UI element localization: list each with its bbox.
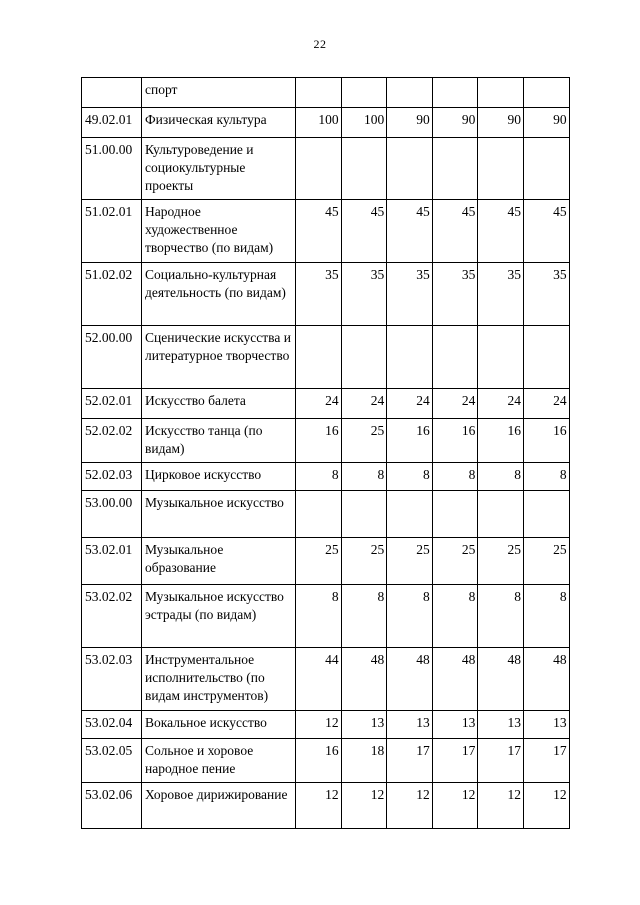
value-cell-1 <box>296 326 342 389</box>
table-row <box>82 78 570 108</box>
value-cell-2 <box>341 326 387 389</box>
specialty-name-cell: Музыкальное образование <box>142 538 296 585</box>
specialty-code-cell: 51.02.01 <box>82 200 142 263</box>
value-cell-5 <box>478 491 524 538</box>
value-cell-3: 24 <box>387 389 433 419</box>
value-cell-5: 90 <box>478 108 524 138</box>
table-row <box>82 711 570 739</box>
specialty-code-cell <box>82 78 142 108</box>
value-cell-4: 17 <box>432 739 478 783</box>
value-cell-6: 13 <box>523 711 569 739</box>
value-cell-4 <box>432 78 478 108</box>
specialty-code-cell: 52.02.02 <box>82 419 142 463</box>
value-cell-6: 45 <box>523 200 569 263</box>
value-cell-6: 24 <box>523 389 569 419</box>
value-cell-2: 8 <box>341 585 387 648</box>
value-cell-5: 16 <box>478 419 524 463</box>
specialty-code-cell: 53.02.01 <box>82 538 142 585</box>
value-cell-5: 13 <box>478 711 524 739</box>
value-cell-5: 25 <box>478 538 524 585</box>
value-cell-3: 8 <box>387 585 433 648</box>
value-cell-2: 45 <box>341 200 387 263</box>
value-cell-1: 8 <box>296 463 342 491</box>
value-cell-3 <box>387 326 433 389</box>
value-cell-1: 44 <box>296 648 342 711</box>
value-cell-1: 12 <box>296 783 342 829</box>
value-cell-5: 17 <box>478 739 524 783</box>
table-row <box>82 138 570 200</box>
specialty-name-cell: Искусство балета <box>142 389 296 419</box>
value-cell-2: 100 <box>341 108 387 138</box>
value-cell-4 <box>432 138 478 200</box>
value-cell-6 <box>523 491 569 538</box>
value-cell-2: 25 <box>341 538 387 585</box>
specialty-code-cell: 53.02.03 <box>82 648 142 711</box>
specialty-code-cell: 49.02.01 <box>82 108 142 138</box>
page-number: 22 <box>313 37 327 51</box>
table-row <box>82 108 570 138</box>
table-row <box>82 783 570 829</box>
value-cell-5: 24 <box>478 389 524 419</box>
value-cell-5: 35 <box>478 263 524 326</box>
specialty-name-cell: Вокальное искусство <box>142 711 296 739</box>
value-cell-2 <box>341 78 387 108</box>
table-row <box>82 739 570 783</box>
value-cell-1: 45 <box>296 200 342 263</box>
value-cell-6 <box>523 326 569 389</box>
specialties-table <box>81 77 570 829</box>
value-cell-5: 48 <box>478 648 524 711</box>
value-cell-4: 25 <box>432 538 478 585</box>
value-cell-4: 8 <box>432 585 478 648</box>
value-cell-6: 25 <box>523 538 569 585</box>
value-cell-5: 8 <box>478 463 524 491</box>
value-cell-3: 16 <box>387 419 433 463</box>
table-row <box>82 648 570 711</box>
value-cell-6: 48 <box>523 648 569 711</box>
table-row <box>82 200 570 263</box>
value-cell-3 <box>387 138 433 200</box>
table-row <box>82 326 570 389</box>
specialty-name-cell: спорт <box>142 78 296 108</box>
value-cell-1: 25 <box>296 538 342 585</box>
value-cell-6: 8 <box>523 463 569 491</box>
value-cell-3: 8 <box>387 463 433 491</box>
value-cell-3: 25 <box>387 538 433 585</box>
value-cell-2: 8 <box>341 463 387 491</box>
specialty-code-cell: 53.02.04 <box>82 711 142 739</box>
value-cell-2: 18 <box>341 739 387 783</box>
table-row <box>82 491 570 538</box>
value-cell-6: 17 <box>523 739 569 783</box>
specialty-code-cell: 53.02.05 <box>82 739 142 783</box>
value-cell-2 <box>341 138 387 200</box>
value-cell-1: 35 <box>296 263 342 326</box>
specialty-code-cell: 52.02.03 <box>82 463 142 491</box>
specialty-code-cell: 53.02.02 <box>82 585 142 648</box>
value-cell-5 <box>478 138 524 200</box>
value-cell-3: 12 <box>387 783 433 829</box>
specialty-name-cell: Цирковое искусство <box>142 463 296 491</box>
specialty-name-cell: Сольное и хоровое народное пение <box>142 739 296 783</box>
table-row <box>82 463 570 491</box>
value-cell-2: 24 <box>341 389 387 419</box>
value-cell-2: 12 <box>341 783 387 829</box>
specialty-code-cell: 53.02.06 <box>82 783 142 829</box>
value-cell-2: 13 <box>341 711 387 739</box>
value-cell-5 <box>478 326 524 389</box>
specialty-code-cell: 52.00.00 <box>82 326 142 389</box>
value-cell-1 <box>296 491 342 538</box>
value-cell-3: 13 <box>387 711 433 739</box>
value-cell-1 <box>296 138 342 200</box>
value-cell-3 <box>387 78 433 108</box>
specialty-name-cell: Музыкальное искусство <box>142 491 296 538</box>
value-cell-4: 35 <box>432 263 478 326</box>
value-cell-2: 35 <box>341 263 387 326</box>
value-cell-4: 24 <box>432 389 478 419</box>
value-cell-4: 8 <box>432 463 478 491</box>
value-cell-3: 45 <box>387 200 433 263</box>
value-cell-4: 16 <box>432 419 478 463</box>
value-cell-5: 45 <box>478 200 524 263</box>
table-row <box>82 538 570 585</box>
value-cell-3: 48 <box>387 648 433 711</box>
value-cell-4: 45 <box>432 200 478 263</box>
specialty-name-cell: Музыкальное искусство эстрады (по видам) <box>142 585 296 648</box>
value-cell-2 <box>341 491 387 538</box>
specialty-code-cell: 53.00.00 <box>82 491 142 538</box>
value-cell-1: 8 <box>296 585 342 648</box>
value-cell-6: 12 <box>523 783 569 829</box>
specialty-name-cell: Народное художественное творчество (по видам) <box>142 200 296 263</box>
table-row <box>82 419 570 463</box>
specialty-name-cell: Социально-культурная деятельность (по видам) <box>142 263 296 326</box>
value-cell-4: 48 <box>432 648 478 711</box>
value-cell-6: 90 <box>523 108 569 138</box>
table-row <box>82 263 570 326</box>
specialty-code-cell: 51.02.02 <box>82 263 142 326</box>
value-cell-4 <box>432 326 478 389</box>
specialty-name-cell: Сценические искусства и литературное творчество <box>142 326 296 389</box>
specialty-name-cell: Культуроведение и социокультурные проекты <box>142 138 296 200</box>
value-cell-4: 13 <box>432 711 478 739</box>
value-cell-4: 12 <box>432 783 478 829</box>
value-cell-6: 16 <box>523 419 569 463</box>
specialty-code-cell: 52.02.01 <box>82 389 142 419</box>
value-cell-2: 25 <box>341 419 387 463</box>
table-body <box>82 78 570 829</box>
specialty-name-cell: Хоровое дирижирование <box>142 783 296 829</box>
value-cell-5: 12 <box>478 783 524 829</box>
specialty-name-cell: Искусство танца (по видам) <box>142 419 296 463</box>
specialty-name-cell: Физическая культура <box>142 108 296 138</box>
value-cell-4 <box>432 491 478 538</box>
value-cell-3 <box>387 491 433 538</box>
value-cell-1: 100 <box>296 108 342 138</box>
value-cell-6: 8 <box>523 585 569 648</box>
value-cell-5: 8 <box>478 585 524 648</box>
value-cell-4: 90 <box>432 108 478 138</box>
value-cell-1: 12 <box>296 711 342 739</box>
value-cell-3: 90 <box>387 108 433 138</box>
specialty-code-cell: 51.00.00 <box>82 138 142 200</box>
value-cell-3: 35 <box>387 263 433 326</box>
value-cell-5 <box>478 78 524 108</box>
value-cell-1: 16 <box>296 419 342 463</box>
value-cell-6: 35 <box>523 263 569 326</box>
table-row <box>82 389 570 419</box>
value-cell-1: 16 <box>296 739 342 783</box>
table-row <box>82 585 570 648</box>
value-cell-6 <box>523 78 569 108</box>
specialty-name-cell: Инструментальное исполнительство (по видам инструментов) <box>142 648 296 711</box>
value-cell-1 <box>296 78 342 108</box>
value-cell-6 <box>523 138 569 200</box>
value-cell-3: 17 <box>387 739 433 783</box>
value-cell-2: 48 <box>341 648 387 711</box>
value-cell-1: 24 <box>296 389 342 419</box>
